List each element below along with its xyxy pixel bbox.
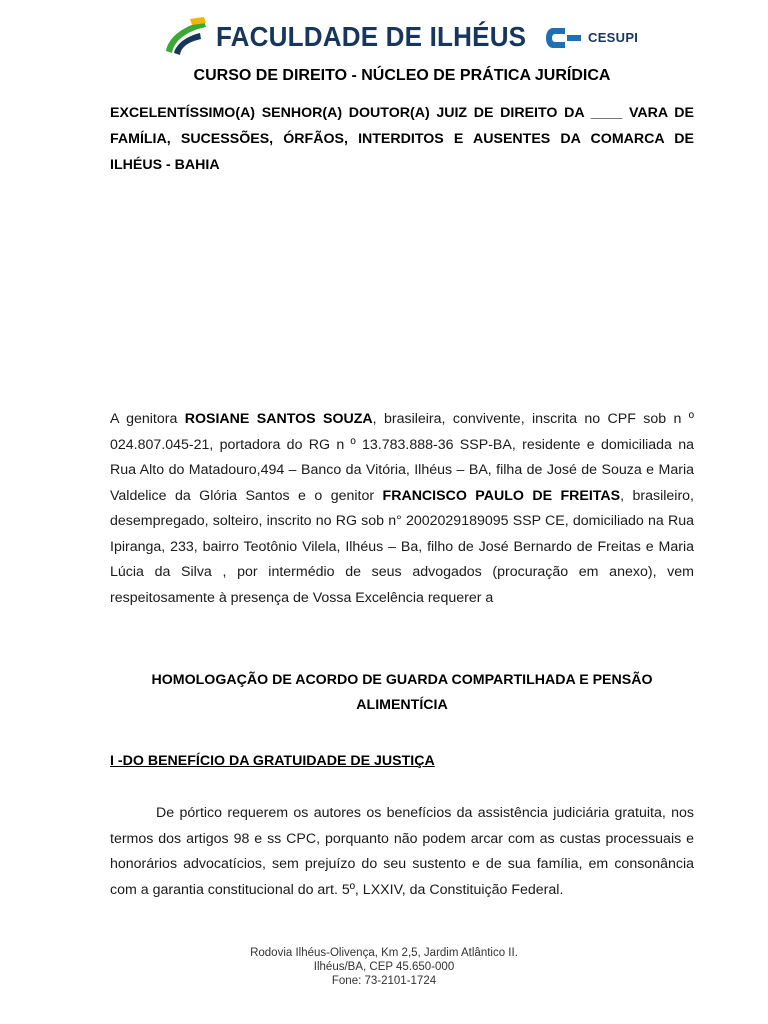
action-title: HOMOLOGAÇÃO DE ACORDO DE GUARDA COMPARTILHADA E PENSÃO ALIMENTÍCIA: [151, 672, 653, 713]
footer-line-3: Fone: 73-2101-1724: [331, 975, 437, 987]
footer-line-2: Ilhéus/BA, CEP 45.650-000: [313, 961, 455, 973]
cesupi-logo-icon: [545, 26, 583, 50]
intro-paragraph: [110, 407, 694, 611]
partner-name: CESUPI: [588, 30, 639, 45]
letterhead: [0, 14, 768, 60]
father-name: FRANCISCO PAULO DE FREITAS: [382, 487, 621, 504]
course-title: CURSO DE DIREITO - NÚCLEO DE PRÁTICA JURÍDICA: [193, 67, 611, 84]
faculdade-logo-icon: [160, 17, 208, 57]
section-heading: I -DO BENEFÍCIO DA GRATUIDADE DE JUSTIÇA: [110, 753, 435, 769]
addressee: EXCELENTÍSSIMO(A) SENHOR(A) DOUTOR(A) JUIZ DE DIREITO DA ____ VARA DE FAMÍLIA, SUCESSÕES, ÓRFÃOS, INTERDITOS E AUSENTES DA COMARCA DE ILHÉUS - BAHIA: [110, 105, 694, 173]
institution-name: FACULDADE DE ILHÉUS: [216, 21, 527, 52]
mother-name: ROSIANE SANTOS SOUZA: [184, 411, 373, 427]
section-body: De pórtico requerem os autores os benefícios da assistência judiciária gratuita, nos termos dos artigos 98 e ss CPC, porquanto não podem arcar com as custas processuais e honorários advocatícios, sem prejuízo do seu sustento e de sua família, em consonância com a garantia constitucional do art. 5º, LXXIV, da Constituição Federal.: [110, 805, 694, 898]
intro-text-1: A genitora: [110, 411, 185, 427]
footer-line-1: Rodovia Ilhéus-Olivença, Km 2,5, Jardim Atlântico II.: [250, 947, 518, 959]
intro-text-3: , brasileiro, desempregado, solteiro, inscrito no RG sob n° 2002029189095 SSP CE, domiciliado na Rua Ipiranga, 233, bairro Teotônio Vilela, Ilhéus – Ba, filho de José Bernardo de Freitas e Maria Lúcia da Silva , por intermédio de seus advogados (procuração em anexo), vem respeitosamente à presença de Vossa Excelência requerer a: [110, 487, 695, 606]
footer-address: [0, 946, 768, 988]
intro-text-2: , brasileira, convivente, inscrita no CPF sob n º 024.807.045-21, portadora do RG n º 13.783.888-36 SSP-BA, residente e domiciliada na Rua Alto do Matadouro,494 – Banco da Vitória, Ilhéus – BA, filha de José de Souza e Maria Valdelice da Glória Santos e o genitor: [110, 411, 694, 504]
